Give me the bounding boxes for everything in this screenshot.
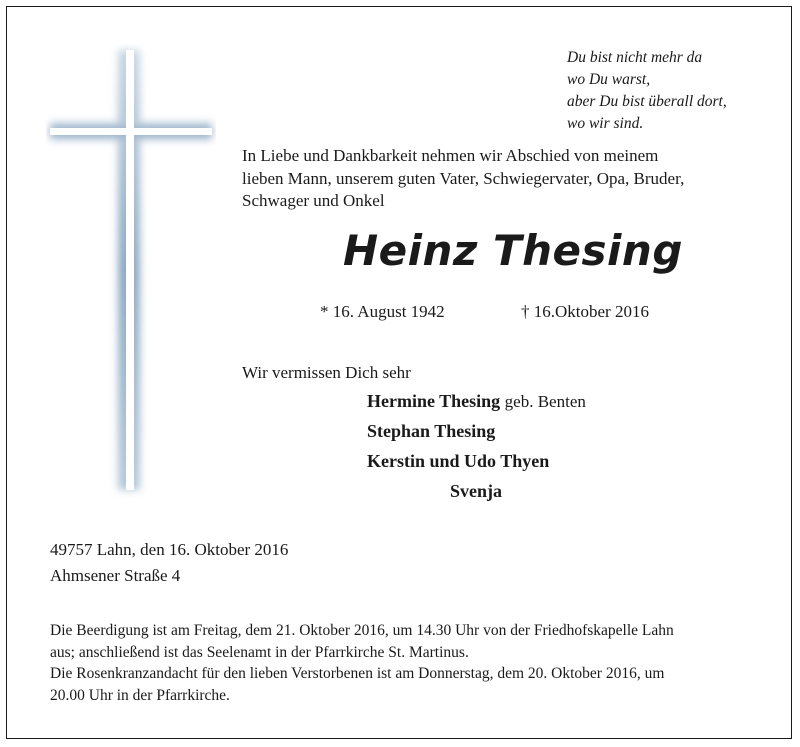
poem-line: wo wir sind. bbox=[567, 115, 644, 132]
street-address: Ahmsener Straße 4 bbox=[50, 566, 181, 585]
farewell-line: lieben Mann, unserem guten Vater, Schwiegervater, Opa, Bruder, bbox=[242, 168, 685, 188]
cross-icon bbox=[46, 44, 216, 499]
mourner-grandchild: Svenja bbox=[450, 481, 503, 501]
farewell-line: In Liebe und Dankbarkeit nehmen wir Abschied von meinem bbox=[242, 146, 659, 165]
funeral-details bbox=[50, 620, 750, 706]
maiden-name-note: geb. Benten bbox=[504, 392, 586, 411]
farewell-line: Schwager und Onkel bbox=[242, 191, 385, 210]
mourner-daughter: Kerstin und Udo Thyen bbox=[367, 451, 550, 471]
mourner-son: Stephan Thesing bbox=[367, 421, 496, 441]
poem-line: Du bist nicht mehr da bbox=[567, 49, 703, 66]
farewell-text bbox=[242, 145, 782, 213]
birth-date: * 16. August 1942 bbox=[320, 302, 445, 321]
death-date: † 16.Oktober 2016 bbox=[521, 302, 649, 321]
poem bbox=[567, 47, 792, 135]
deceased-name: Heinz Thesing bbox=[343, 226, 683, 275]
mourner-wife bbox=[367, 391, 586, 412]
funeral-line: Die Beerdigung ist am Freitag, dem 21. Oktober 2016, um 14.30 Uhr von der Friedhofskapelle Lahn bbox=[50, 622, 674, 639]
mourner-name: Hermine Thesing bbox=[367, 391, 501, 411]
mourners-heading: Wir vermissen Dich sehr bbox=[242, 363, 411, 382]
funeral-line: 20.00 Uhr in der Pfarrkirche. bbox=[50, 686, 230, 704]
poem-line: wo Du warst, bbox=[567, 71, 651, 88]
funeral-line: Die Rosenkranzandacht für den lieben Verstorbenen ist am Donnerstag, dem 20. Oktober 2016, um bbox=[50, 665, 665, 682]
funeral-line: aus; anschließend ist das Seelenamt in der Pfarrkirche St. Martinus. bbox=[50, 643, 469, 661]
place-date: 49757 Lahn, den 16. Oktober 2016 bbox=[50, 540, 289, 559]
poem-line: aber Du bist überall dort, bbox=[567, 93, 727, 110]
